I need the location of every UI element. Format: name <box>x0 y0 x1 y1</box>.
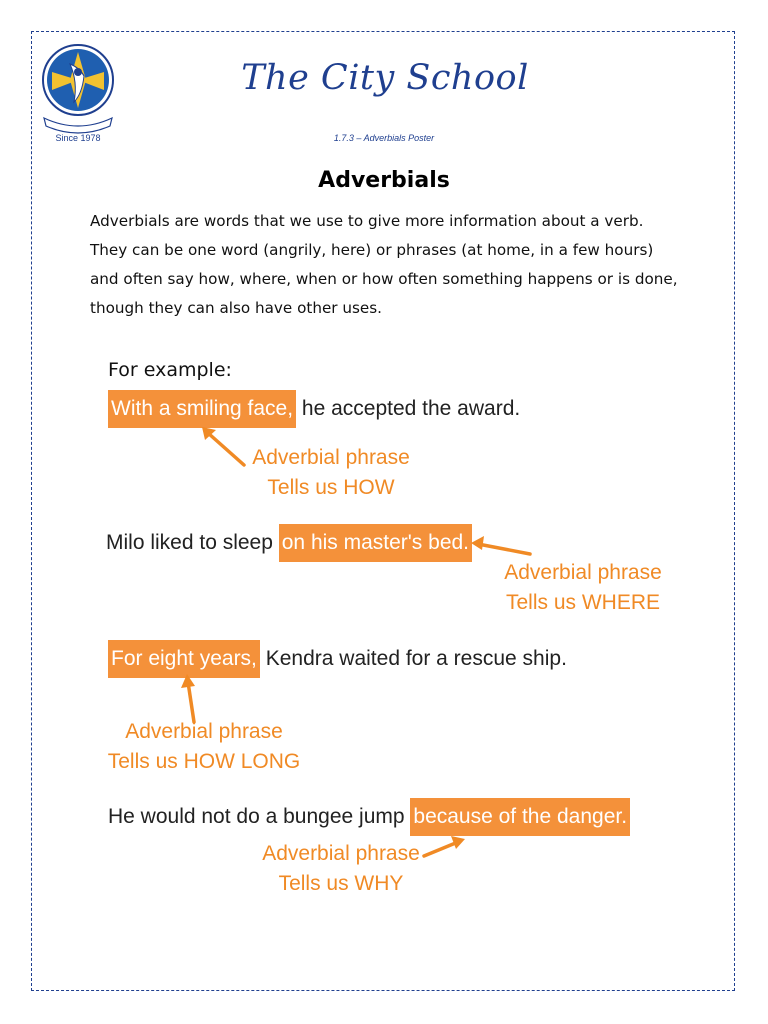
label-function: Tells us WHY <box>278 872 404 895</box>
examples-heading: For example: <box>108 359 232 381</box>
adverbial-highlight: For eight years, <box>108 640 260 678</box>
adverbial-highlight: because of the danger. <box>410 798 630 836</box>
label-type: Adverbial phrase <box>262 842 420 865</box>
arrow-icon <box>424 842 458 856</box>
label-function: Tells us WHERE <box>505 591 661 614</box>
sentence-text: he accepted the award. <box>296 397 521 420</box>
label-type: Adverbial phrase <box>252 446 410 469</box>
since-label: Since 1978 <box>55 133 101 143</box>
adverbial-highlight: on his master's bed. <box>279 524 472 562</box>
arrow-icon <box>188 682 194 722</box>
page-title: Adverbials <box>318 168 450 193</box>
label-function: Tells us HOW LONG <box>107 750 301 773</box>
poster-subtitle: 1.7.3 – Adverbials Poster <box>333 133 435 143</box>
sentence-text: Kendra waited for a rescue ship. <box>259 647 567 670</box>
intro-line: though they can also have other uses. <box>90 299 383 317</box>
label-type: Adverbial phrase <box>125 720 283 743</box>
arrow-head-icon <box>181 674 195 688</box>
arrow-icon <box>478 544 530 554</box>
arrow-head-icon <box>471 536 484 550</box>
label-type: Adverbial phrase <box>504 561 662 584</box>
sentence-text: He would not do a bungee jump <box>108 805 411 828</box>
adverbial-highlight: With a smiling face, <box>108 390 296 428</box>
arrow-icon <box>208 433 244 465</box>
intro-line: and often say how, where, when or how often something happens or is done, <box>90 270 678 288</box>
intro-line: Adverbials are words that we use to give more information about a verb. <box>90 212 644 230</box>
sentence-text: Milo liked to sleep <box>106 531 279 554</box>
school-name: The City School <box>241 58 529 98</box>
intro-line: They can be one word (angrily, here) or phrases (at home, in a few hours) <box>90 241 654 259</box>
label-function: Tells us HOW <box>267 476 395 499</box>
